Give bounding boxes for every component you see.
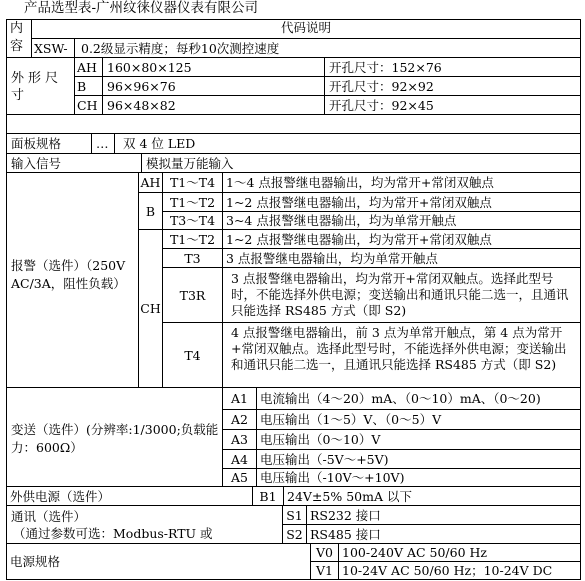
power-code-v1: V1 — [310, 561, 339, 580]
alarm-code-b: B — [138, 192, 163, 230]
size-label: 外形尺寸 — [6, 57, 75, 115]
transmit-desc-a4: 电压输出（-5V～+5V) — [256, 449, 581, 469]
alarm-desc-b-t3t4: 3~4 点报警继电器输出，均为单常开触点 — [222, 211, 581, 230]
transmit-code-a1: A1 — [222, 387, 257, 410]
header-content-label: 内容 — [6, 19, 32, 58]
alarm-sub-b-t3t4: T3～T4 — [162, 211, 223, 230]
model-desc: 0.2级显示精度；每秒10次测控速度 — [74, 38, 581, 58]
model-code: XSW- — [31, 38, 75, 58]
page-title: 产品选型表-广州纹徕仪器仪表有限公司 — [24, 0, 259, 16]
transmit-desc-a2: 电压输出（1～5）V、（0～5）V — [256, 409, 581, 430]
power-code-v0: V0 — [310, 543, 339, 562]
panel-desc: 双 4 位 LED — [114, 133, 581, 154]
size-hole-ah: 开孔尺寸：152×76 — [324, 57, 581, 77]
alarm-sub-b-t1t2: T1～T2 — [162, 192, 223, 212]
alarm-code-ch: CH — [138, 229, 163, 388]
alarm-label: 报警（选件）（250V AC/3A，阻性负载） — [6, 172, 139, 388]
size-dim-ah: 160×80×125 — [102, 57, 325, 77]
comm-label-line1: 通讯（选件） — [11, 509, 87, 524]
comm-label — [6, 505, 283, 544]
comm-code-s1: S1 — [282, 505, 307, 525]
transmit-code-a4: A4 — [222, 449, 257, 469]
spacer-row — [6, 114, 581, 134]
alarm-desc-ch-t1t2: 1~2 点报警继电器输出，均为常开+常闭双触点 — [222, 229, 581, 249]
size-code-b: B — [74, 76, 103, 96]
power-out-label: 外供电源（选件） — [6, 486, 253, 506]
comm-label-line2: （通过参数可选：Modbus-RTU 或 — [13, 526, 213, 541]
power-out-desc: 24V±5% 50mA 以下 — [283, 486, 581, 506]
size-hole-ch: 开孔尺寸：92×45 — [324, 95, 581, 115]
transmit-code-a2: A2 — [222, 409, 257, 430]
input-label: 输入信号 — [6, 153, 142, 173]
transmit-code-a3: A3 — [222, 429, 257, 450]
alarm-sub-ch-t3: T3 — [162, 248, 223, 268]
transmit-desc-a5: 电压输出（-10V～+10V) — [256, 468, 581, 487]
alarm-sub-ch-t3r: T3R — [162, 267, 223, 323]
power-desc-v0: 100-240V AC 50/60 Hz — [338, 543, 581, 562]
comm-desc-s2: RS485 接口 — [306, 524, 581, 544]
alarm-sub-ah-t1t4: T1～T4 — [162, 172, 223, 193]
panel-label: 面板规格 — [6, 133, 92, 154]
header-code-desc-label: 代码说明 — [31, 19, 581, 39]
alarm-sub-ch-t1t2: T1～T2 — [162, 229, 223, 249]
transmit-desc-a1: 电流输出（4～20）mA、（0～10）mA、（0～20) — [256, 387, 581, 410]
size-dim-b: 96×96×76 — [102, 76, 325, 96]
transmit-label: 变送（选件）(分辨率:1/3000;负载能力：600Ω） — [6, 387, 223, 487]
size-code-ah: AH — [74, 57, 103, 77]
transmit-code-a5: A5 — [222, 468, 257, 487]
transmit-desc-a3: 电压输出（0～10）V — [256, 429, 581, 450]
alarm-desc-ch-t3r: 3 点报警继电器输出，均为常开+常闭双触点。选择此型号时，不能选择外供电源；变送输出和通讯只能二选一，且通讯只能选择 RS485 方式（即 S2) — [222, 267, 581, 323]
power-desc-v1: 10-24V AC 50/60 Hz；10-24V DC — [338, 561, 581, 580]
comm-desc-s1: RS232 接口 — [306, 505, 581, 525]
size-code-ch: CH — [74, 95, 103, 115]
alarm-desc-ah-t1t4: 1～4 点报警继电器输出，均为常开+常闭双触点 — [222, 172, 581, 193]
size-hole-b: 开孔尺寸：92×92 — [324, 76, 581, 96]
comm-code-s2: S2 — [282, 524, 307, 544]
alarm-sub-ch-t4: T4 — [162, 322, 223, 388]
alarm-code-ah: AH — [138, 172, 163, 193]
panel-mark: … — [91, 133, 115, 154]
power-out-code: B1 — [252, 486, 284, 506]
alarm-desc-ch-t3: 3 点报警继电器输出，均为单常开触点 — [222, 248, 581, 268]
input-desc: 模拟量万能输入 — [141, 153, 581, 173]
alarm-desc-ch-t4: 4 点报警继电器输出，前 3 点为单常开触点，第 4 点为常开+常闭双触点。选择此型号时，不能选择外供电源；变送输出和通讯只能二选一，且通讯只能选择 RS485 方式（即 S2) — [222, 322, 581, 388]
power-label: 电源规格 — [6, 543, 311, 580]
alarm-desc-b-t1t2: 1~2 点报警继电器输出，均为常开+常闭双触点 — [222, 192, 581, 212]
size-dim-ch: 96×48×82 — [102, 95, 325, 115]
